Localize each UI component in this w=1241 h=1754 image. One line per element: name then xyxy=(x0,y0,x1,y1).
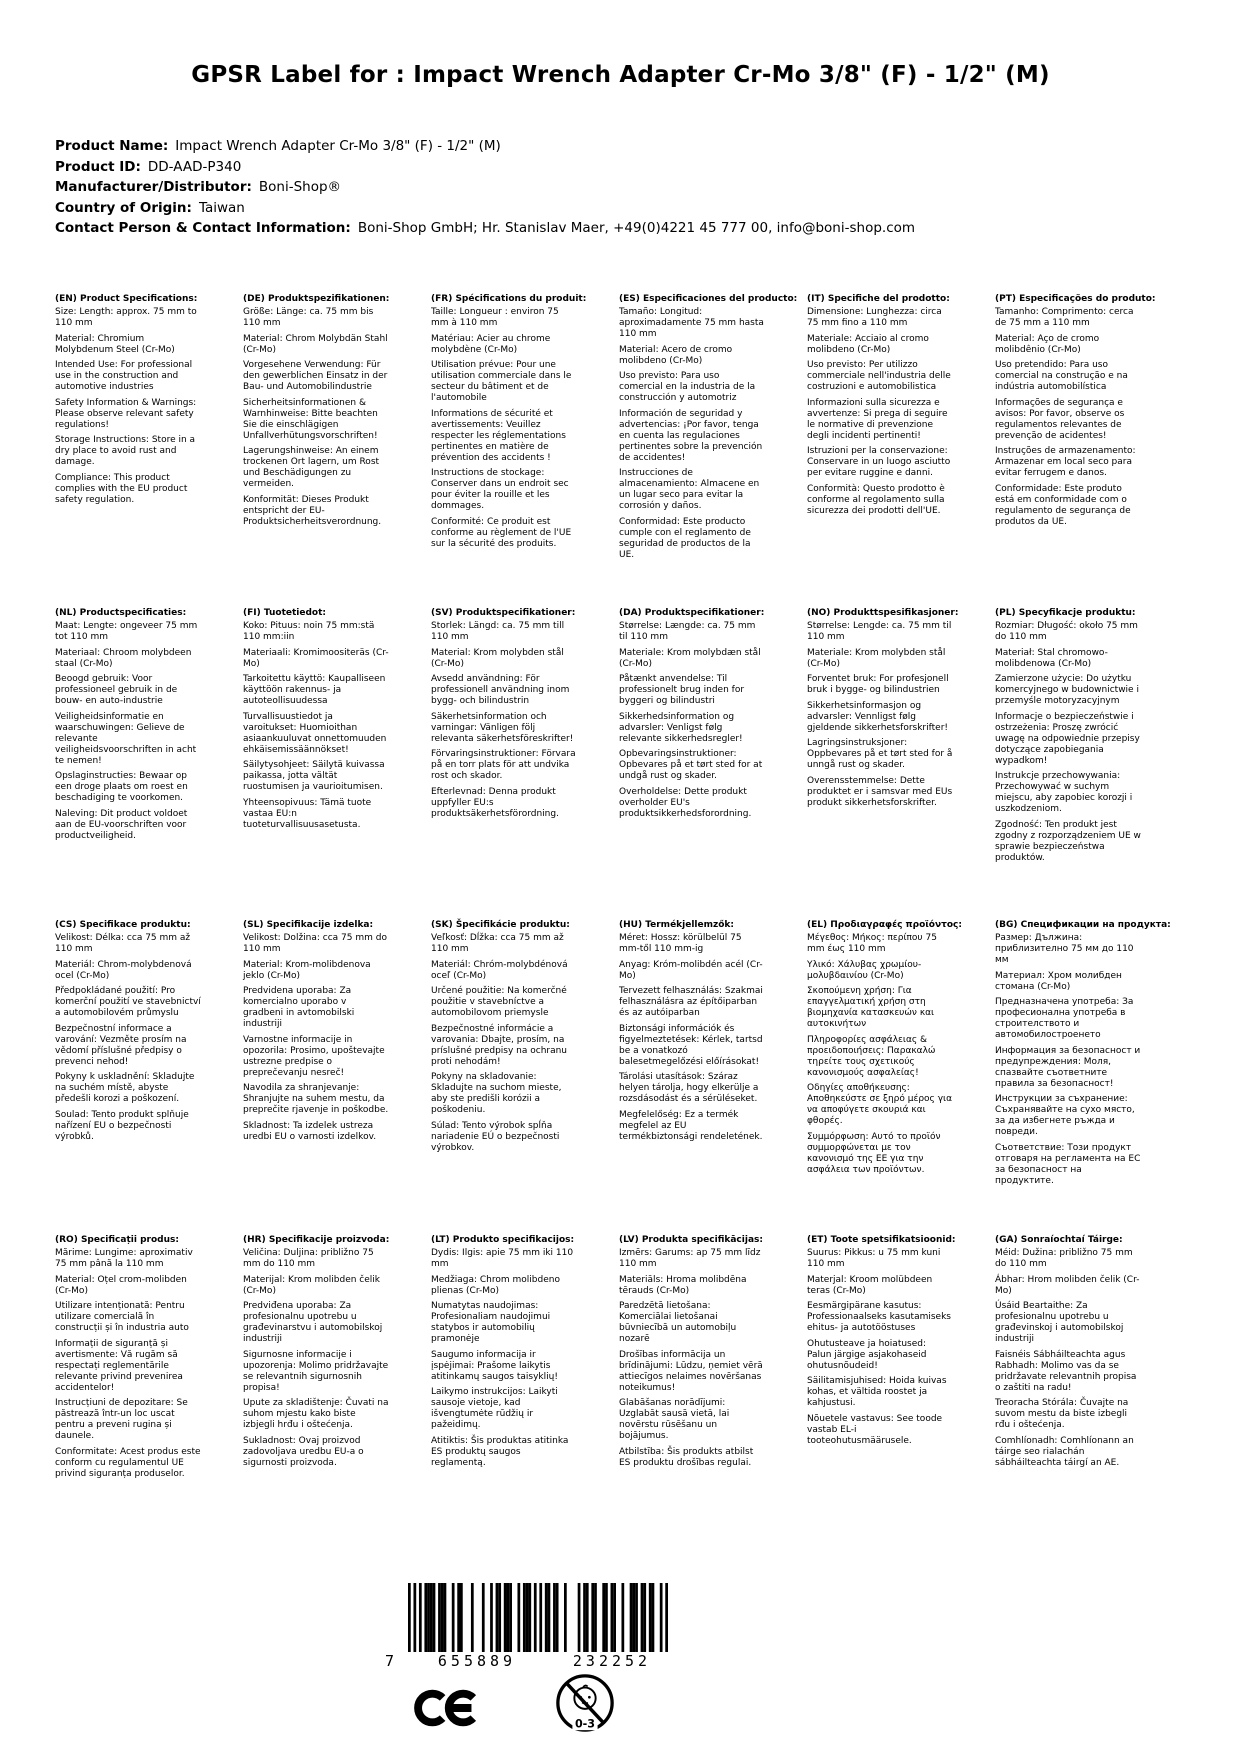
spec-block-sv xyxy=(431,608,577,920)
spec-paragraph: Nõuetele vastavus: See toode vastab EL-i tooteohutusmäärusele. xyxy=(807,1413,943,1446)
spec-paragraph: Størrelse: Længde: ca. 75 mm til 110 mm xyxy=(619,621,756,642)
spec-paragraph: Instrucțiuni de depozitare: Se păstrează într-un loc uscat pentru a preveni rugina și daunele. xyxy=(55,1398,188,1441)
spec-block-da xyxy=(619,608,765,920)
spec-paragraph: Yhteensopivuus: Tämä tuote vastaa EU:n tuoteturvallisuusasetusta. xyxy=(243,797,372,830)
product-info-label: Product ID: xyxy=(55,158,141,175)
spec-block-header: (RO) Specificații produs: xyxy=(55,1235,179,1245)
spec-block-pl xyxy=(995,608,1141,920)
spec-paragraph: Megfelelőség: Ez a termék megfelel az EU termékbiztonsági rendeletének. xyxy=(619,1109,763,1142)
spec-paragraph: Bezpečnostné informácie a varovania: Dbajte, prosím, na príslušné predpisy na ochranu proti nehodám! xyxy=(431,1023,568,1067)
product-info-value: DD-AAD-P340 xyxy=(147,158,242,175)
spec-paragraph: Méid: Dužina: približno 75 mm do 110 mm xyxy=(995,1248,1133,1269)
spec-paragraph: Opslaginstructies: Bewaar op een droge plaats om roest en beschadiging te voorkomen. xyxy=(55,771,188,803)
spec-paragraph: Veiligheidsinformatie en waarschuwingen: Gelieve de relevante veiligheidsvoorschriften in acht te nemen! xyxy=(55,711,197,766)
spec-paragraph: Storlek: Längd: ca. 75 mm till 110 mm xyxy=(431,621,565,642)
spec-paragraph: Predviđena uporaba: Za profesionalnu upotrebu u građevinarstvu i automobilskoj industriji xyxy=(243,1301,383,1344)
spec-block-header: (ET) Toote spetsifikatsioonid: xyxy=(807,1235,956,1245)
spec-block-header: (HR) Specifikacije proizvoda: xyxy=(243,1235,390,1245)
spec-block-header: (PT) Especificações do produto: xyxy=(995,294,1156,304)
spec-paragraph: Material: Chrom Molybdän Stahl (Cr-Mo) xyxy=(243,333,388,355)
spec-paragraph: Förvaringsinstruktioner: Förvara på en torr plats för att undvika rost och skador. xyxy=(431,749,576,781)
spec-block-header: (SL) Specifikacije izdelka: xyxy=(243,920,374,930)
spec-paragraph: Tervezett felhasználás: Szakmai felhasználásra az építőiparban és az autóiparban xyxy=(619,986,763,1018)
spec-paragraph: Veličina: Duljina: približno 75 mm do 110 mm xyxy=(243,1248,374,1269)
spec-paragraph: Úsáid Beartaithe: Za profesionalnu upotrebu u građevinskoj i automobilskoj industriji xyxy=(995,1301,1124,1344)
spec-block-hu xyxy=(619,920,765,1235)
spec-paragraph: Upute za skladištenje: Čuvati na suhom mjestu kako biste izbjegli hrđu i oštećenja. xyxy=(243,1398,389,1430)
spec-paragraph: Beoogd gebruik: Voor professioneel gebruik in de bouw- en auto-industrie xyxy=(55,674,178,706)
spec-paragraph: Material: Acero de cromo molibdeno (Cr-Mo) xyxy=(619,344,733,366)
spec-paragraph: Информация за безопасност и предупреждения: Моля, спазвайте съответните правила за безопасност! xyxy=(995,1045,1141,1089)
spec-paragraph: Comhlíonadh: Comhlíonann an táirge seo rialachán sábháilteachta táirgí an AE. xyxy=(995,1435,1134,1468)
spec-paragraph: Materiale: Acciaio al cromo molibdeno (Cr-Mo) xyxy=(807,333,929,355)
spec-paragraph: Materiál: Chróm-molybdénová oceľ (Cr-Mo) xyxy=(431,959,568,981)
age-warning-text: 0-3 xyxy=(574,1717,596,1731)
product-info-row xyxy=(55,177,1201,198)
product-info-value: Impact Wrench Adapter Cr-Mo 3/8" (F) - 1/2" (M) xyxy=(175,138,501,154)
spec-paragraph: Инструкции за съхранение: Съхранявайте на сухо място, за да избегнете ръжда и повреди. xyxy=(995,1094,1135,1137)
spec-paragraph: Zamierzone użycie: Do użytku komercyjnego w budownictwie i przemyśle motoryzacyjnym xyxy=(995,674,1139,706)
spec-paragraph: Drošības informācija un brīdinājumi: Lūdzu, ņemiet vērā attiecīgos nelaimes novēršanas noteikumus! xyxy=(619,1349,763,1393)
spec-paragraph: Storage Instructions: Store in a dry place to avoid rust and damage. xyxy=(55,435,196,467)
spec-block-ga xyxy=(995,1235,1141,1484)
spec-paragraph: Veľkosť: Dĺžka: cca 75 mm až 110 mm xyxy=(431,933,564,954)
spec-paragraph: Určené použitie: Na komerčné použitie v stavebníctve a automobilovom priemysle xyxy=(431,986,567,1018)
spec-paragraph: Informații de siguranță și avertismente: Vă rugăm să respectați reglementările relevante privind prevenirea accidentelor! xyxy=(55,1338,183,1393)
spec-paragraph: Atbilstība: Šis produkts atbilst ES produktu drošības regulai. xyxy=(619,1446,754,1468)
spec-block-pt xyxy=(995,294,1156,608)
spec-paragraph: Atitiktis: Šis produktas atitinka ES produktų saugos reglamentą. xyxy=(431,1435,569,1468)
spec-paragraph: Sicherheitsinformationen & Warnhinweise: Bitte beachten Sie die einschlägigen Unfallverhütungsvorschriften! xyxy=(243,397,378,441)
spec-paragraph: Izmērs: Garums: ap 75 mm līdz 110 mm xyxy=(619,1248,761,1269)
ce-mark-icon xyxy=(413,1684,481,1732)
spec-paragraph: Materijal: Krom molibden čelik (Cr-Mo) xyxy=(243,1274,380,1296)
product-info-label: Manufacturer/Distributor: xyxy=(55,179,252,196)
spec-paragraph: Material: Aço de cromo molibdênio (Cr-Mo) xyxy=(995,333,1100,355)
spec-paragraph: Materiaal: Chroom molybdeen staal (Cr-Mo) xyxy=(55,647,192,669)
spec-paragraph: Glabāšanas norādījumi: Uzglabāt sausā vietā, lai novērstu rūsēšanu un bojājumus. xyxy=(619,1398,730,1441)
spec-block-el xyxy=(807,920,962,1235)
spec-paragraph: Naleving: Dit product voldoet aan de EU-voorschriften voor productveiligheid. xyxy=(55,808,188,841)
spec-paragraph: Conformità: Questo prodotto è conforme al regolamento sulla sicurezza dei prodotti dell'UE. xyxy=(807,483,945,516)
spec-paragraph: Súlad: Tento výrobok spĺňa nariadenie EÚ o bezpečnosti výrobkov. xyxy=(431,1120,560,1153)
spec-paragraph: Zgodność: Ten produkt jest zgodny z rozporządzeniem UE w sprawie bezpieczeństwa produktów. xyxy=(995,819,1141,863)
spec-paragraph: Vorgesehene Verwendung: Für den gewerblichen Einsatz in der Bau- und Automobilindustrie xyxy=(243,360,388,392)
spec-block-header: (BG) Спецификации на продукта: xyxy=(995,920,1171,930)
spec-paragraph: Säilitamisjuhised: Hoida kuivas kohas, et vältida roostet ja kahjustusi. xyxy=(807,1376,947,1408)
spec-block-lv xyxy=(619,1235,765,1484)
spec-paragraph: Säilytysohjeet: Säilytä kuivassa paikassa, jotta vältät ruostumisen ja vaurioitumisen. xyxy=(243,760,385,792)
spec-block-header: (SK) Špecifikácie produktu: xyxy=(431,920,570,930)
spec-paragraph: Biztonsági információk és figyelmeztetések: Kérlek, tartsd be a vonatkozó balesetmegelőzési előírásokat! xyxy=(619,1023,763,1067)
spec-paragraph: Tamaño: Longitud: aproximadamente 75 mm hasta 110 mm xyxy=(619,307,764,339)
spec-paragraph: Skladnost: Ta izdelek ustreza uredbi EU o varnosti izdelkov. xyxy=(243,1120,377,1142)
spec-block-lt xyxy=(431,1235,577,1484)
spec-paragraph: Συμμόρφωση: Αυτό το προϊόν συμμορφώνεται με τον κανονισμό της ΕΕ για την ασφάλεια των προϊόντων. xyxy=(807,1131,941,1175)
spec-block-header: (GA) Sonraíochtaí Táirge: xyxy=(995,1235,1123,1245)
spec-block-header: (DE) Produktspezifikationen: xyxy=(243,294,390,304)
spec-paragraph: Avsedd användning: För professionell användning inom bygg- och bilindustrin xyxy=(431,674,570,706)
spec-paragraph: Rozmiar: Długość: około 75 mm do 110 mm xyxy=(995,621,1138,642)
spec-paragraph: Material: Chromium Molybdenum Steel (Cr-Mo) xyxy=(55,333,175,355)
product-info-value: Taiwan xyxy=(198,199,245,216)
spec-paragraph: Sikkerhedsinformation og advarsler: Venligst følg relevante sikkerhedsregler! xyxy=(619,711,743,744)
spec-paragraph: Säkerhetsinformation och varningar: Vänligen följ relevanta säkerhetsföreskrifter! xyxy=(431,711,574,744)
spec-block-header: (FR) Spécifications du produit: xyxy=(431,294,587,304)
spec-paragraph: Υλικό: Χάλυβας χρωμίου-μολυβδαινίου (Cr-Mo) xyxy=(807,959,922,981)
spec-paragraph: Størrelse: Lengde: ca. 75 mm til 110 mm xyxy=(807,621,952,642)
ce-mark xyxy=(413,1684,481,1736)
spec-block-fi xyxy=(243,608,389,920)
product-info-label: Contact Person & Contact Information: xyxy=(55,220,351,237)
spec-paragraph: Utilisation prévue: Pour une utilisation commerciale dans le secteur du bâtiment et de l'automobile xyxy=(431,360,572,403)
barcode-right-group: 232252 xyxy=(572,1652,652,1670)
page-title: GPSR Label for : Impact Wrench Adapter Cr-Mo 3/8" (F) - 1/2" (M) xyxy=(191,62,1050,88)
spec-paragraph: Medžiaga: Chrom molibdeno plienas (Cr-Mo) xyxy=(431,1274,560,1296)
spec-paragraph: Οδηγίες αποθήκευσης: Αποθηκεύστε σε ξηρό μέρος για να αποφύγετε σκουριά και φθορές. xyxy=(807,1083,953,1126)
spec-grid xyxy=(55,294,1171,1484)
spec-paragraph: Forventet bruk: For profesjonell bruk i bygge- og bilindustrien xyxy=(807,674,949,695)
spec-block-cs xyxy=(55,920,201,1235)
spec-paragraph: Intended Use: For professional use in the construction and automotive industries xyxy=(55,360,193,392)
spec-block-header: (DA) Produktspecifikationer: xyxy=(619,608,765,618)
spec-paragraph: Opbevaringsinstruktioner: Opbevares på et tørt sted for at undgå rust og skader. xyxy=(619,749,763,781)
spec-paragraph: Anyag: Króm-molibdén acél (Cr-Mo) xyxy=(619,959,763,981)
spec-block-nl xyxy=(55,608,201,920)
age-warning-0-3 xyxy=(554,1668,616,1744)
spec-paragraph: Informations de sécurité et avertissements: Veuillez respecter les réglementations pertinentes en matière de prévention des accidents ! xyxy=(431,408,566,463)
spec-paragraph: Uso pretendido: Para uso comercial na construção e na indústria automobilística xyxy=(995,360,1128,392)
spec-paragraph: Uso previsto: Para uso comercial en la industria de la construcción y automotriz xyxy=(619,371,756,403)
spec-block-header: (CS) Specifikace produktu: xyxy=(55,920,191,930)
spec-paragraph: Instrukcje przechowywania: Przechowywać w suchym miejscu, aby zapobiec korozji i uszkodzeniom. xyxy=(995,771,1133,814)
spec-paragraph: Pokyny na skladovanie: Skladujte na suchom mieste, aby ste predišli korózii a poškodeniu. xyxy=(431,1072,562,1115)
spec-block-ro xyxy=(55,1235,201,1484)
spec-paragraph: Materiāls: Hroma molibdēna tērauds (Cr-Mo) xyxy=(619,1274,747,1296)
spec-paragraph: Size: Length: approx. 75 mm to 110 mm xyxy=(55,307,197,328)
barcode-left-group: 655889 xyxy=(437,1652,517,1670)
spec-paragraph: Overensstemmelse: Dette produktet er i samsvar med EUs produkt sikkerhetsforskrifter. xyxy=(807,775,953,808)
spec-block-sl xyxy=(243,920,389,1235)
spec-block-header: (SV) Produktspecifikationer: xyxy=(431,608,576,618)
spec-paragraph: Velikost: Dolžina: cca 75 mm do 110 mm xyxy=(243,933,387,954)
spec-paragraph: Informações de segurança e avisos: Por favor, observe os regulamentos relevantes de prevenção de acidentes! xyxy=(995,397,1125,441)
spec-paragraph: Treoracha Stórála: Čuvajte na suvom mestu da biste izbegli rđu i oštećenja. xyxy=(995,1398,1129,1430)
product-info-row xyxy=(55,198,1201,219)
spec-paragraph: Lagringsinstruksjoner: Oppbevares på et tørt sted for å unngå rust og skader. xyxy=(807,738,953,770)
spec-paragraph: Predvidena uporaba: Za komercialno uporabo v gradbeni in avtomobilski industriji xyxy=(243,986,355,1029)
spec-paragraph: Ohutusteave ja hoiatused: Palun järgige asjakohaseid ohutusnõudeid! xyxy=(807,1338,927,1371)
spec-paragraph: Koko: Pituus: noin 75 mm:stä 110 mm:iin xyxy=(243,621,375,642)
spec-paragraph: Conformidad: Este producto cumple con el reglamento de seguridad de productos de la UE. xyxy=(619,516,751,560)
spec-paragraph: Bezpečnostní informace a varování: Vezměte prosím na vědomí příslušné předpisy o prevenci nehod! xyxy=(55,1023,187,1067)
spec-paragraph: Instrucciones de almacenamiento: Almacene en un lugar seco para evitar la corrosión y daños. xyxy=(619,468,760,511)
spec-paragraph: Taille: Longueur : environ 75 mm à 110 mm xyxy=(431,307,559,328)
spec-block-header: (NO) Produkttspesifikasjoner: xyxy=(807,608,959,618)
spec-paragraph: Material: Krom-molibdenova jeklo (Cr-Mo) xyxy=(243,959,371,981)
spec-paragraph: Lagerungshinweise: An einem trockenen Ort lagern, um Rost und Beschädigungen zu vermeiden. xyxy=(243,446,380,489)
spec-paragraph: Materjal: Kroom molübdeen teras (Cr-Mo) xyxy=(807,1274,933,1296)
spec-paragraph: Navodila za shranjevanje: Shranjujte na suhem mestu, da preprečite rjavenje in poškodbe. xyxy=(243,1083,389,1115)
spec-paragraph: Compliance: This product complies with the EU product safety regulation. xyxy=(55,472,188,505)
spec-paragraph: Μέγεθος: Μήκος: περίπου 75 mm έως 110 mm xyxy=(807,933,937,954)
spec-block-header: (EN) Product Specifications: xyxy=(55,294,198,304)
spec-paragraph: Dimensione: Lunghezza: circa 75 mm fino a 110 mm xyxy=(807,307,942,328)
spec-block-header: (IT) Specifiche del prodotto: xyxy=(807,294,950,304)
spec-paragraph: Suurus: Pikkus: u 75 mm kuni 110 mm xyxy=(807,1248,941,1269)
spec-paragraph: Conformité: Ce produit est conforme au règlement de l'UE sur la sécurité des produits. xyxy=(431,516,572,549)
spec-block-de xyxy=(243,294,389,608)
spec-paragraph: Utilizare intenționată: Pentru utilizare comercială în construcții și în industria auto xyxy=(55,1301,189,1333)
spec-paragraph: Maat: Lengte: ongeveer 75 mm tot 110 mm xyxy=(55,621,198,642)
spec-block-en xyxy=(55,294,201,608)
barcode-bars-icon xyxy=(408,1583,668,1652)
product-info-value: Boni-Shop GmbH; Hr. Stanislav Maer, +49(0)4221 45 777 00, info@boni-shop.com xyxy=(357,220,916,237)
spec-block-no xyxy=(807,608,959,920)
spec-block-header: (LT) Produkto specifikacijos: xyxy=(431,1235,575,1245)
spec-paragraph: Размер: Дължина: приблизително 75 мм до 110 мм xyxy=(995,933,1134,965)
spec-paragraph: Materiaali: Kromimoositeräs (Cr-Mo) xyxy=(243,647,389,669)
spec-paragraph: Materiál: Chrom-molybdenová ocel (Cr-Mo) xyxy=(55,959,192,981)
spec-paragraph: Instructions de stockage: Conserver dans un endroit sec pour éviter la rouille et les dommages. xyxy=(431,468,569,511)
spec-block-fr xyxy=(431,294,587,608)
spec-paragraph: Varnostne informacije in opozorila: Prosimo, upoštevajte ustrezne predpise o preprečevanju nesreč! xyxy=(243,1034,385,1078)
spec-block-header: (EL) Προδιαγραφές προϊόντος: xyxy=(807,920,962,930)
spec-paragraph: Saugumo informacija ir įspėjimai: Prašome laikytis atitinkamų saugos taisyklių! xyxy=(431,1349,558,1382)
spec-paragraph: Istruzioni per la conservazione: Conservare in un luogo asciutto per evitare ruggine e danni. xyxy=(807,446,951,478)
spec-block-et xyxy=(807,1235,956,1484)
spec-paragraph: Съответствие: Този продукт отговаря на регламента на ЕС за безопасност на продуктите. xyxy=(995,1142,1141,1186)
spec-block-header: (HU) Termékjellemzők: xyxy=(619,920,735,930)
barcode-digits xyxy=(385,1652,685,1670)
spec-block-header: (PL) Specyfikacje produktu: xyxy=(995,608,1136,618)
spec-paragraph: Tárolási utasítások: Száraz helyen tárolja, hogy elkerülje a rozsdásodást és a sérüléseket. xyxy=(619,1072,759,1104)
spec-block-header: (LV) Produkta specifikācijas: xyxy=(619,1235,763,1245)
spec-block-es xyxy=(619,294,798,608)
spec-paragraph: Tarkoitettu käyttö: Kaupalliseen käyttöön rakennus- ja autoteollisuudessa xyxy=(243,674,386,706)
spec-paragraph: Предназначена употреба: За професионална употреба в строителството и автомобилостроенето xyxy=(995,997,1134,1040)
spec-paragraph: Méret: Hossz: körülbelül 75 mm-től 110 mm-ig xyxy=(619,933,742,954)
spec-paragraph: Paredzētā lietošana: Komerciālai lietošanai būvniecībā un automobiļu nozarē xyxy=(619,1301,737,1344)
spec-paragraph: Předpokládané použití: Pro komerční použití ve stavebnictví a automobilovém průmyslu xyxy=(55,986,201,1018)
spec-paragraph: Informazioni sulla sicurezza e avvertenze: Si prega di seguire le normative di prevenzione degli incidenti pertinenti! xyxy=(807,397,948,441)
product-info-label: Product Name: xyxy=(55,138,169,154)
spec-block-header: (ES) Especificaciones del producto: xyxy=(619,294,798,304)
spec-paragraph: Påtænkt anvendelse: Til professionelt brug inden for byggeri og bilindustri xyxy=(619,674,745,706)
spec-paragraph: Größe: Länge: ca. 75 mm bis 110 mm xyxy=(243,307,374,328)
spec-paragraph: Tamanho: Comprimento: cerca de 75 mm a 110 mm xyxy=(995,307,1134,328)
product-info-row xyxy=(55,157,1201,178)
spec-paragraph: Material: Oțel crom-molibden (Cr-Mo) xyxy=(55,1274,187,1296)
spec-paragraph: Instruções de armazenamento: Armazenar em local seco para evitar ferrugem e danos. xyxy=(995,446,1136,478)
spec-paragraph: Ábhar: Hrom molibden čelik (Cr-Mo) xyxy=(995,1274,1140,1296)
spec-paragraph: Soulad: Tento produkt splňuje nařízení EU o bezpečnosti výrobků. xyxy=(55,1109,189,1142)
product-info-label: Country of Origin: xyxy=(55,199,192,216)
spec-paragraph: Safety Information & Warnings: Please observe relevant safety regulations! xyxy=(55,397,197,430)
barcode-lead-digit: 7 xyxy=(385,1652,395,1670)
spec-paragraph: Uso previsto: Per utilizzo commerciale nell'industria delle costruzioni e automobilistica xyxy=(807,360,951,392)
spec-paragraph: Laikymo instrukcijos: Laikyti sausoje vietoje, kad išvengtumėte rūdžių ir pažeidimų. xyxy=(431,1387,558,1430)
spec-paragraph: Dydis: Ilgis: apie 75 mm iki 110 mm xyxy=(431,1248,574,1269)
spec-paragraph: Mărime: Lungime: aproximativ 75 mm până la 110 mm xyxy=(55,1248,193,1269)
spec-block-sk xyxy=(431,920,577,1235)
product-info-row xyxy=(55,218,1201,239)
spec-paragraph: Pokyny k uskladnění: Skladujte na suchém místě, abyste předešli korozi a poškození. xyxy=(55,1072,195,1104)
spec-paragraph: Efterlevnad: Denna produkt uppfyller EU:s produktsäkerhetsförordning. xyxy=(431,786,559,819)
age-warning-icon xyxy=(554,1668,616,1740)
spec-block-header: (NL) Productspecificaties: xyxy=(55,608,187,618)
spec-block-it xyxy=(807,294,953,608)
spec-paragraph: Numatytas naudojimas: Profesionaliam naudojimui statybos ir automobilių pramonėje xyxy=(431,1301,551,1344)
spec-block-header: (FI) Tuotetiedot: xyxy=(243,608,327,618)
spec-paragraph: Overholdelse: Dette produkt overholder EU's produktsikkerhedsforordning. xyxy=(619,786,752,819)
spec-paragraph: Materiał: Stal chromowo-molibdenowa (Cr-Mo) xyxy=(995,647,1108,669)
spec-block-bg xyxy=(995,920,1171,1235)
spec-paragraph: Materiale: Krom molybdæn stål (Cr-Mo) xyxy=(619,647,761,669)
spec-paragraph: Informacje o bezpieczeństwie i ostrzeżenia: Proszę zwrócić uwagę na odpowiednie przepisy dotyczące zapobiegania wypadkom! xyxy=(995,711,1140,766)
product-info-value: Boni-Shop® xyxy=(258,179,342,196)
spec-paragraph: Sukladnost: Ovaj proizvod zadovoljava uredbu EU-a o sigurnosti proizvoda. xyxy=(243,1435,364,1468)
spec-paragraph: Información de seguridad y advertencias: ¡Por favor, tenga en cuenta las regulaciones pertinentes sobre la prevención de accidentes! xyxy=(619,408,763,463)
spec-paragraph: Materiale: Krom molybden stål (Cr-Mo) xyxy=(807,647,946,669)
spec-paragraph: Conformitate: Acest produs este conform cu regulamentul UE privind siguranța produselor. xyxy=(55,1446,201,1479)
spec-paragraph: Sikkerhetsinformasjon og advarsler: Vennligst følg gjeldende sikkerhetsforskrifter! xyxy=(807,700,949,733)
spec-paragraph: Материал: Хром молибден стомана (Cr-Mo) xyxy=(995,970,1122,992)
ean13-barcode xyxy=(408,1583,668,1652)
product-info-section xyxy=(55,136,1201,239)
spec-paragraph: Conformidade: Este produto está em conformidade com o regulamento de segurança de produtos da UE. xyxy=(995,483,1131,527)
spec-paragraph: Velikost: Délka: cca 75 mm až 110 mm xyxy=(55,933,191,954)
spec-block-hr xyxy=(243,1235,389,1484)
spec-paragraph: Sigurnosne informacije i upozorenja: Molimo pridržavajte se relevantnih sigurnosnih propisa! xyxy=(243,1349,389,1393)
spec-paragraph: Konformität: Dieses Produkt entspricht der EU-Produktsicherheitsverordnung. xyxy=(243,494,382,527)
spec-paragraph: Faisnéis Sábháilteachta agus Rabhadh: Molimo vas da se pridržavate relevantnih propisa o zaštiti na radu! xyxy=(995,1349,1137,1393)
spec-paragraph: Σκοπούμενη χρήση: Για επαγγελματική χρήση στη βιομηχανία κατασκευών και αυτοκινήτων xyxy=(807,986,935,1029)
spec-paragraph: Material: Krom molybden stål (Cr-Mo) xyxy=(431,647,564,669)
spec-paragraph: Turvallisuustiedot ja varoitukset: Huomioithan asiaankuuluvat onnettomuuden ehkäisemissäännökset! xyxy=(243,711,387,755)
spec-paragraph: Πληροφορίες ασφάλειας & προειδοποιήσεις: Παρακαλώ τηρείτε τους σχετικούς κανονισμούς ασφαλείας! xyxy=(807,1034,936,1078)
product-info-row xyxy=(55,136,1201,157)
spec-paragraph: Matériau: Acier au chrome molybdène (Cr-Mo) xyxy=(431,333,551,355)
spec-paragraph: Eesmärgipärane kasutus: Professionaalseks kasutamiseks ehitus- ja autotööstuses xyxy=(807,1301,951,1333)
